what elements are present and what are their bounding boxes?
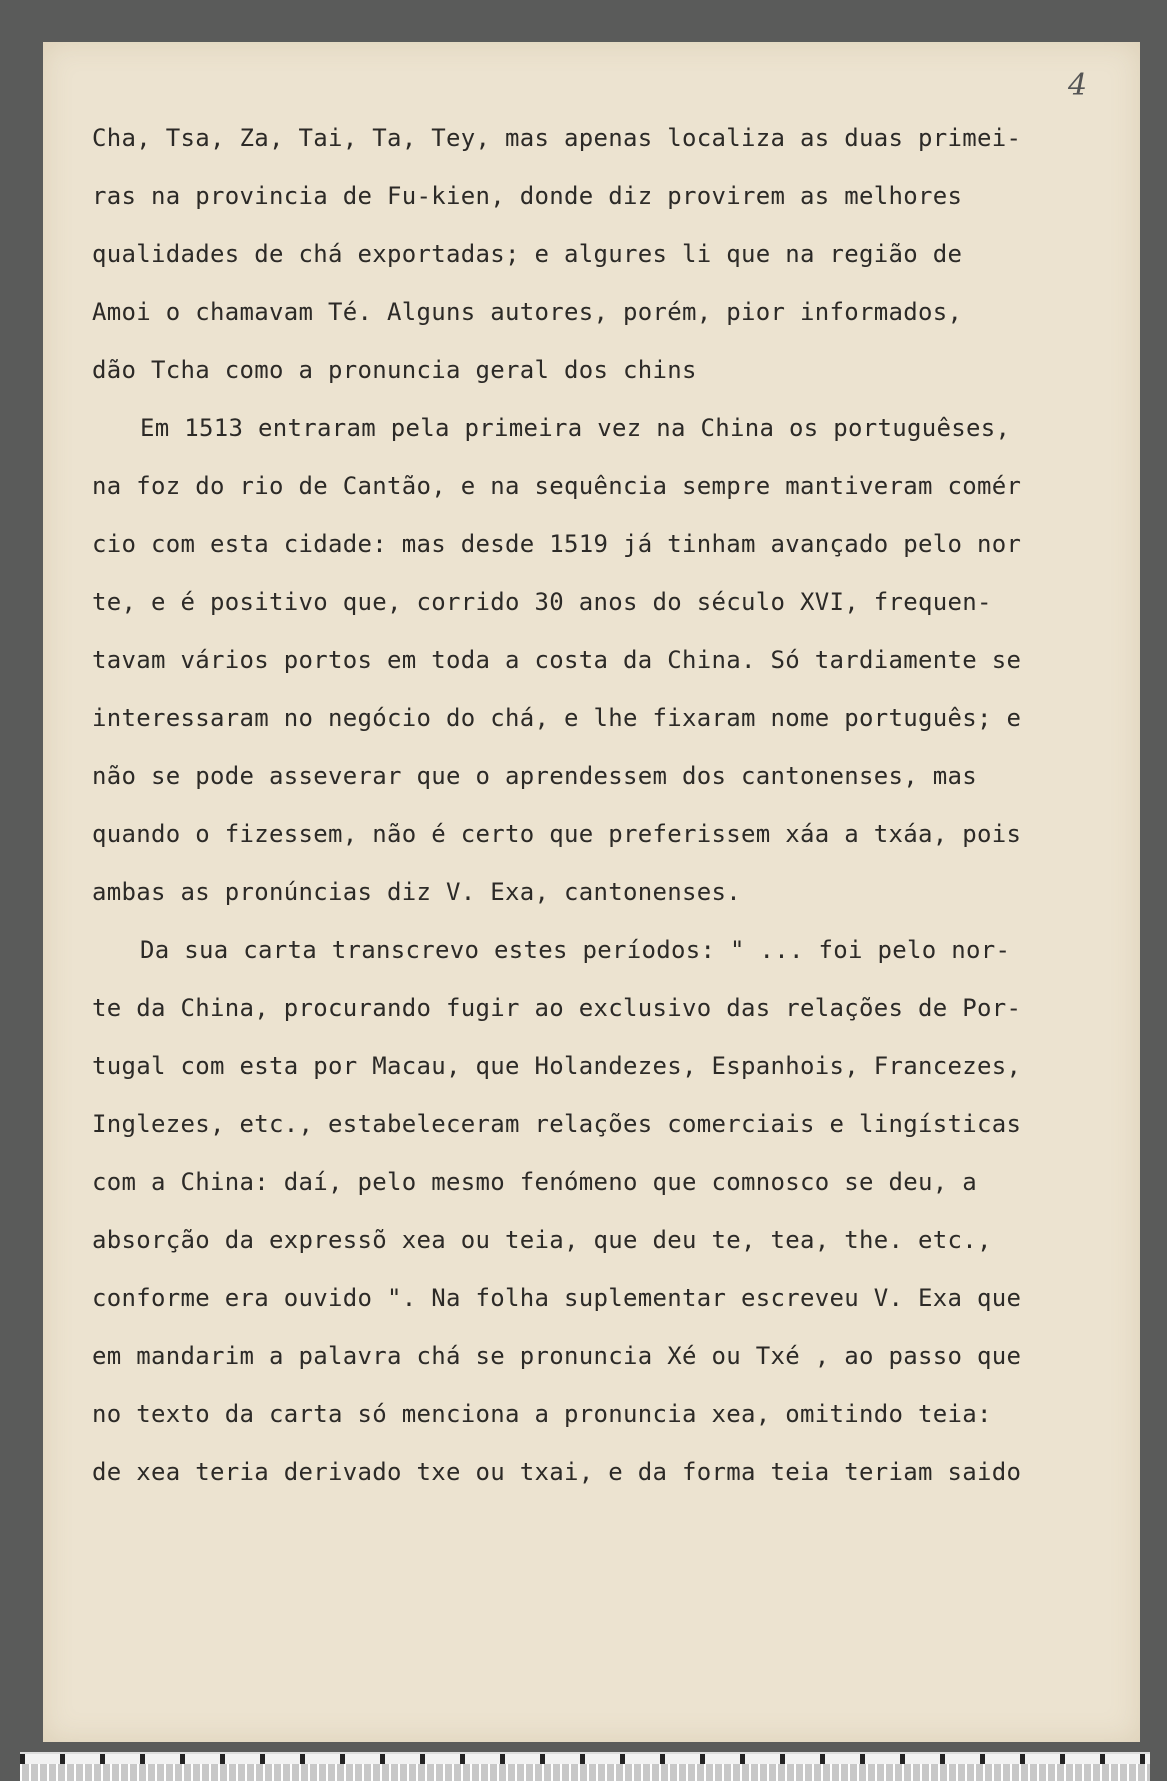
text-line: ambas as pronúncias diz V. Exa, cantonenses.: [92, 878, 741, 906]
text-line: te da China, procurando fugir ao exclusivo das relações de Por-: [92, 994, 1022, 1022]
text-line: absorção da expressõ xea ou teia, que deu te, tea, the. etc.,: [92, 1226, 992, 1254]
text-line: Amoi o chamavam Té. Alguns autores, porém, pior informados,: [92, 298, 963, 326]
text-line: Cha, Tsa, Za, Tai, Ta, Tey, mas apenas localiza as duas primei-: [92, 124, 1022, 152]
text-line: tugal com esta por Macau, que Holandezes, Espanhois, Francezes,: [92, 1052, 1022, 1080]
page-number: 4: [1068, 68, 1088, 103]
text-line: na foz do rio de Cantão, e na sequência sempre mantiveram comér: [92, 472, 1022, 500]
text-line: conforme era ouvido ". Na folha suplementar escreveu V. Exa que: [92, 1284, 1022, 1312]
text-line: não se pode asseverar que o aprendessem dos cantonenses, mas: [92, 762, 977, 790]
text-line: ras na provincia de Fu-kien, donde diz provirem as melhores: [92, 182, 963, 210]
text-line: em mandarim a palavra chá se pronuncia Xé ou Txé , ao passo que: [92, 1342, 1022, 1370]
text-line: com a China: daí, pelo mesmo fenómeno que comnosco se deu, a: [92, 1168, 977, 1196]
text-line: de xea teria derivado txe ou txai, e da forma teia teriam saido: [92, 1458, 1022, 1486]
text-line: quando o fizessem, não é certo que preferissem xáa a txáa, pois: [92, 820, 1022, 848]
text-line: Em 1513 entraram pela primeira vez na China os portuguêses,: [140, 414, 1011, 442]
text-line: qualidades de chá exportadas; e algures li que na região de: [92, 240, 963, 268]
text-line: Da sua carta transcrevo estes períodos: " ... foi pelo nor-: [140, 936, 1011, 964]
text-line: dão Tcha como a pronuncia geral dos chins: [92, 356, 697, 384]
text-line: no texto da carta só menciona a pronuncia xea, omitindo teia:: [92, 1400, 992, 1428]
text-line: te, e é positivo que, corrido 30 anos do século XVI, frequen-: [92, 588, 992, 616]
scan-ruler: [20, 1752, 1150, 1781]
text-line: interessaram no negócio do chá, e lhe fixaram nome português; e: [92, 704, 1022, 732]
text-line: tavam vários portos em toda a costa da China. Só tardiamente se: [92, 646, 1022, 674]
text-line: Inglezes, etc., estabeleceram relações comerciais e lingísticas: [92, 1110, 1022, 1138]
text-line: cio com esta cidade: mas desde 1519 já tinham avançado pelo nor: [92, 530, 1022, 558]
